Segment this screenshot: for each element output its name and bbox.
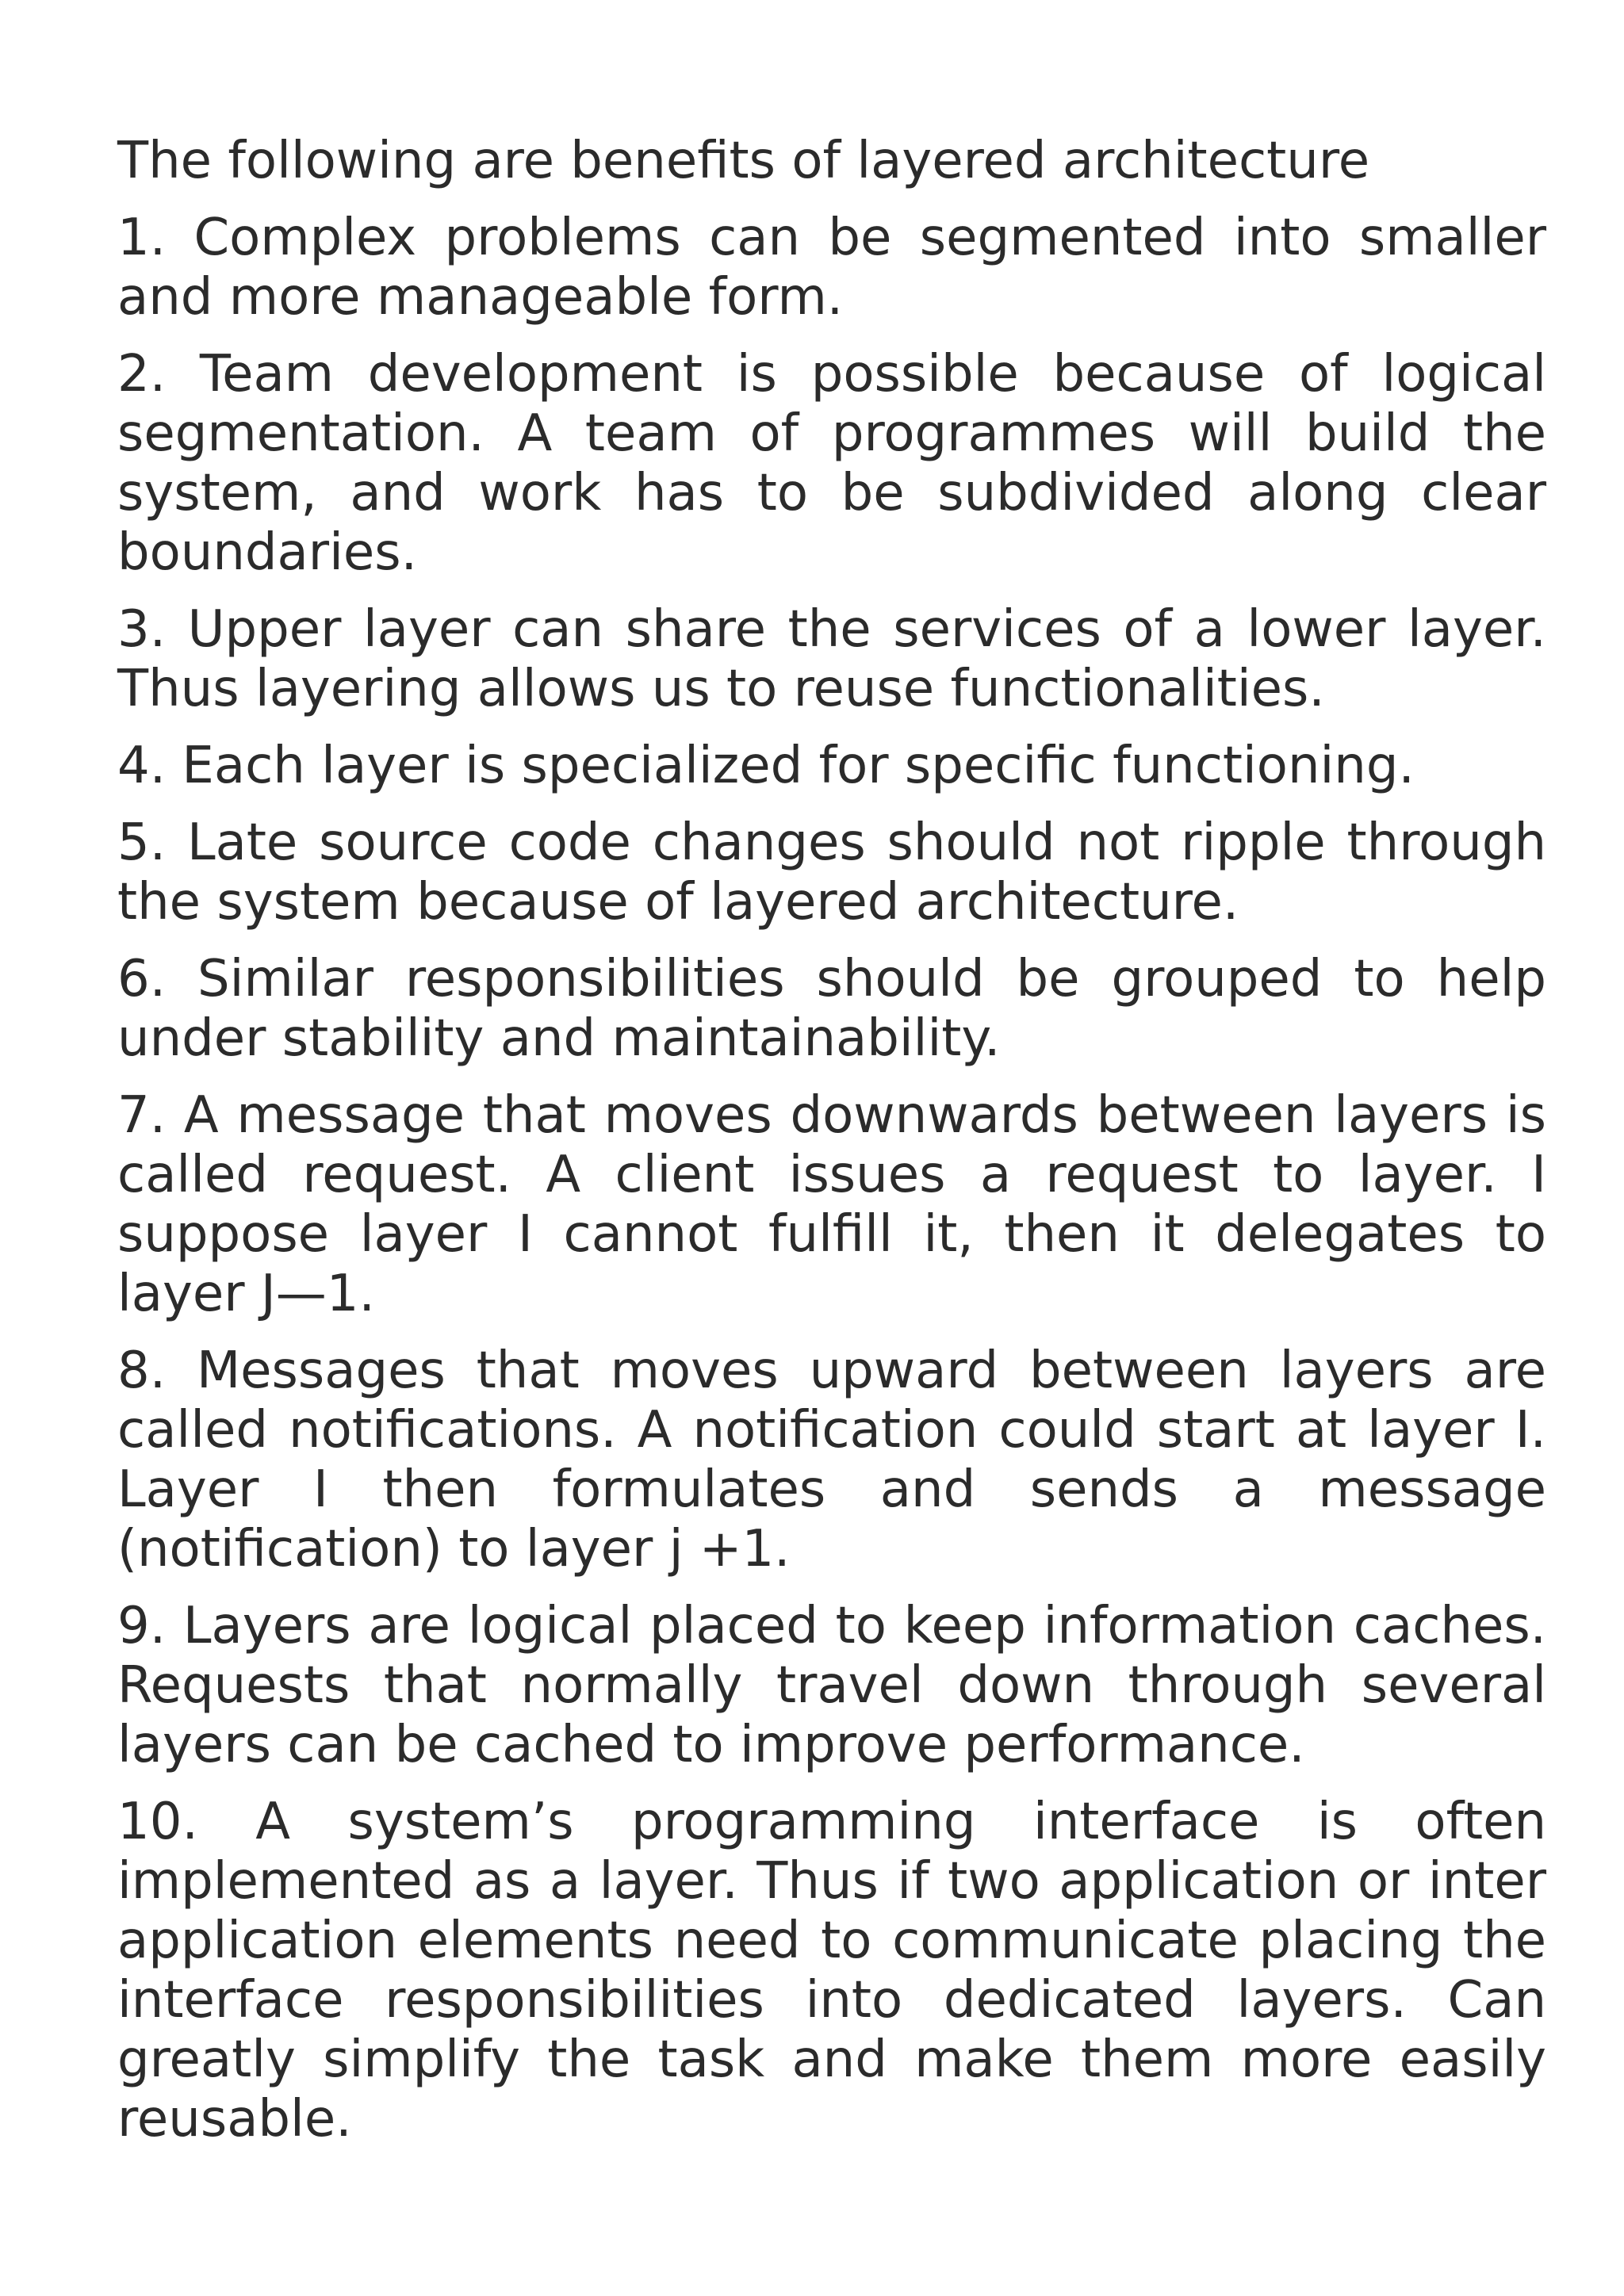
benefit-item-4: 4. Each layer is specialized for specific functioning.	[117, 737, 1415, 795]
benefit-item-5: 5. Late source code changes should not ripple through the system because of layered architecture.	[117, 813, 1546, 932]
benefit-item-6: 6. Similar responsibilities should be grouped to help under stability and maintainability.	[117, 950, 1546, 1068]
benefit-item-3: 3. Upper layer can share the services of a lower layer. Thus layering allows us to reuse functionalities.	[117, 600, 1546, 718]
benefit-item-2: 2. Team development is possible because of logical segmentation. A team of programmes will build the system, and work has to be subdivided along clear boundaries.	[117, 345, 1546, 582]
intro-paragraph: The following are benefits of layered architecture	[117, 132, 1370, 190]
benefit-item-7: 7. A message that moves downwards between layers is called request. A client issues a request to layer. I suppose layer I cannot fulfill it, then it delegates to layer J—1.	[117, 1086, 1546, 1323]
benefit-item-10: 10. A system’s programming interface is often implemented as a layer. Thus if two application or inter application elements need to communicate placing the interface responsibilities into dedicated layers. Can greatly simplify the task and make them more easily reusable.	[117, 1793, 1546, 2149]
benefit-item-1: 1. Complex problems can be segmented into smaller and more manageable form.	[117, 209, 1546, 327]
document-page	[117, 132, 1546, 2167]
benefit-item-8: 8. Messages that moves upward between layers are called notifications. A notification could start at layer I. Layer I then formulates and sends a message (notification) to layer j +1.	[117, 1341, 1546, 1578]
benefit-item-9: 9. Layers are logical placed to keep information caches. Requests that normally travel down through several layers can be cached to improve performance.	[117, 1597, 1546, 1774]
